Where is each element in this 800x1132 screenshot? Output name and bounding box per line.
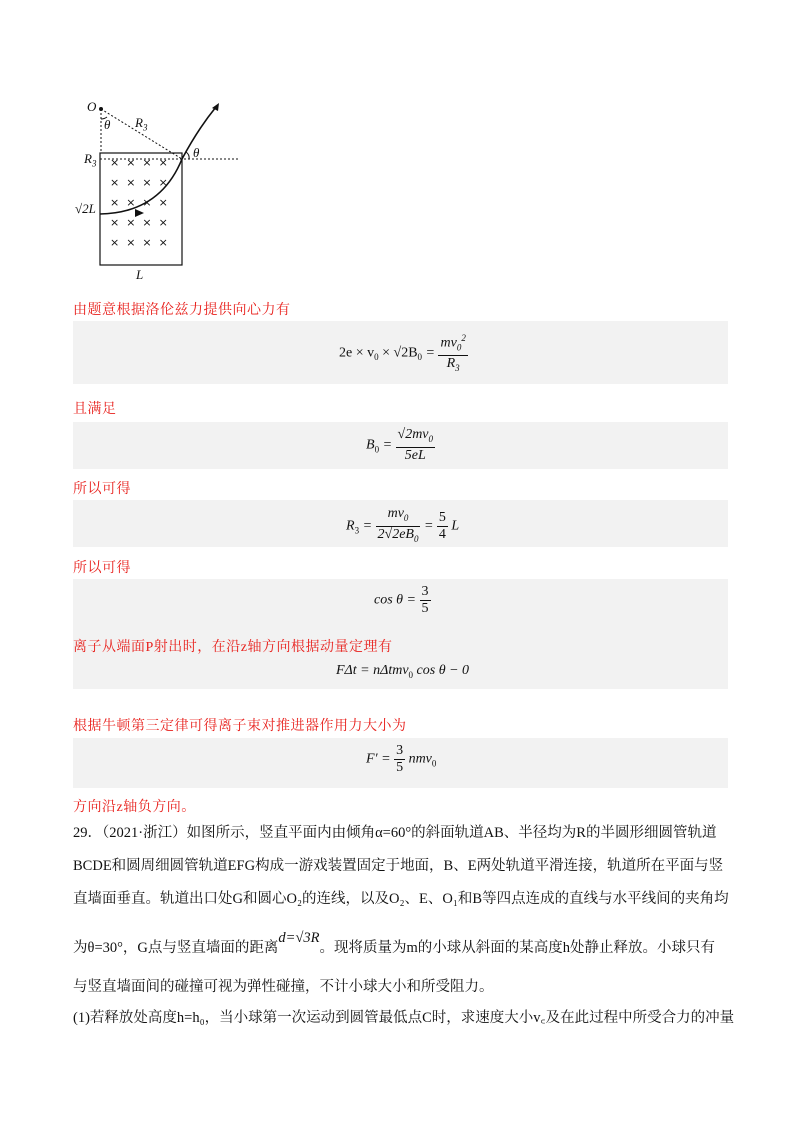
problem-line: 与竖直墙面间的碰撞可视为弹性碰撞，不计小球大小和所受阻力。 — [73, 979, 494, 995]
cross-row: ×××× — [110, 156, 175, 169]
equation-cos: cos θ = $\frac{3}{5}$ — [374, 584, 429, 616]
equation-R3: $R_3$ = $\frac{mv_0}{2√2eB_0}$ = $\frac{5}{4}$ L — [346, 506, 460, 544]
problem-line: BCDE和圆周细圆管轨道EFG构成一游戏装置固定于地面，B、E两处轨道平滑连接，轨道所在平面与竖 — [73, 858, 724, 874]
section-text: 且满足 — [73, 402, 117, 417]
problem-line: (1)若释放处高度h=h₀，当小球第一次运动到圆管最低点C时，求速度大小v꜀及在此过程中所受合力的冲量 — [73, 1010, 735, 1026]
cross-row: ×××× — [110, 216, 175, 229]
section-text: 离子从端面P射出时，在沿z轴方向根据动量定理有 — [73, 640, 393, 655]
section-text: 方向沿z轴负方向。 — [73, 800, 196, 815]
equation-momentum: FΔt = nΔtmv$_0$ cos θ − 0 — [336, 663, 470, 680]
cross-row: ×××× — [110, 236, 175, 249]
section-text: 所以可得 — [73, 561, 131, 576]
field-crosses — [110, 153, 180, 253]
equation-lorentz: $2e \times v_0 \times √2B_0$ = $\frac{mv_0^2}{R_3}$ — [339, 330, 468, 376]
cross-row: ×××× — [110, 196, 175, 209]
label-R3-left: $R_3$ — [84, 151, 97, 169]
label-L: L — [136, 267, 144, 282]
section-text: 由题意根据洛伦兹力提供向心力有 — [73, 303, 291, 318]
magnetic-field-figure — [70, 95, 250, 285]
label-O: O — [87, 99, 97, 114]
equation-force: F′ = $\frac{3}{5}$ nmv$_0$ — [366, 743, 437, 775]
problem-line: 29．（2021·浙江）如图所示，竖直平面内由倾角α=60°的斜面轨道AB、半径均为R的半圆形细圆管轨道 — [73, 825, 717, 841]
label-R3-top: $R_3$ — [135, 115, 148, 133]
angle-arc-exit — [186, 152, 189, 159]
section-text: 所以可得 — [73, 482, 131, 497]
problem-line: 为θ=30°，G点与竖直墙面的距离d=√3R。现将质量为m的小球从斜面的某高度h处静止释放。小球只有 — [73, 930, 716, 956]
distance-formula: d=√3R — [278, 930, 320, 946]
equation-B0: $B_0$ = $\frac{√2mv_0}{5eL}$ — [366, 427, 434, 463]
label-sqrt2L: √2L — [75, 201, 96, 216]
section-text: 根据牛顿第三定律可得离子束对推进器作用力大小为 — [73, 719, 407, 734]
label-theta-exit: θ — [193, 145, 200, 160]
cross-row: ×××× — [110, 176, 175, 189]
label-theta-O: θ — [104, 117, 111, 132]
problem-line: 直墙面垂直。轨道出口处G和圆心O₂的连线，以及O₂、E、O₁和B等四点连成的直线与水平线间的夹角均 — [73, 891, 729, 907]
point-O — [99, 107, 103, 111]
